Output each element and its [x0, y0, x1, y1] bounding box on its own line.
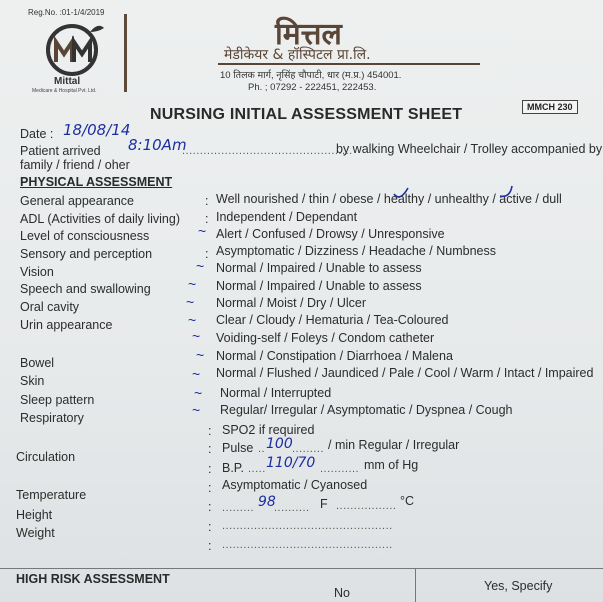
- colon: :: [208, 424, 212, 438]
- urine-options[interactable]: Clear / Cloudy / Hematuria / Tea-Coloured: [216, 313, 449, 327]
- checkmark-icon: ~: [196, 347, 205, 363]
- row-label: Bowel: [20, 356, 55, 370]
- colon: :: [205, 247, 209, 261]
- column-no: No: [334, 586, 350, 600]
- column-yes-specify: Yes, Specify: [484, 579, 553, 593]
- weight-label: Weight: [16, 526, 55, 540]
- speech-options[interactable]: Normal / Impaired / Unable to assess: [216, 279, 422, 293]
- row-label: ADL (Activities of daily living): [20, 212, 181, 226]
- consciousness-options[interactable]: Alert / Confused / Drowsy / Unresponsive: [216, 227, 445, 241]
- adl-options[interactable]: Independent / Dependant: [216, 210, 358, 224]
- pen-marks-icon: [380, 180, 600, 210]
- height-dots[interactable]: ................................................: [222, 520, 393, 532]
- checkmark-icon: ~: [188, 276, 197, 292]
- logo-subtitle: Medicare & Hospital Pvt. Ltd.: [32, 88, 97, 94]
- arrival-mode-options[interactable]: by walking Wheelchair / Trolley accompanied by: [336, 142, 603, 156]
- checkmark-icon: ~: [186, 294, 195, 310]
- checkmark-icon: ~: [194, 385, 203, 401]
- colon: :: [205, 212, 209, 226]
- patient-arrived-value[interactable]: 8:10Am: [128, 136, 187, 154]
- sensory-options[interactable]: Asymptomatic / Dizziness / Headache / Numbness: [216, 244, 496, 258]
- temperature-options[interactable]: Asymptomatic / Cyanosed: [222, 478, 368, 492]
- bp-dots: .....: [248, 463, 266, 475]
- colon: :: [208, 500, 212, 514]
- checkmark-icon: ~: [198, 223, 207, 239]
- high-risk-heading: HIGH RISK ASSESSMENT: [16, 572, 170, 586]
- header-rule: [218, 63, 480, 65]
- colon: :: [205, 194, 209, 208]
- spo2-label[interactable]: SPO2 if required: [222, 423, 315, 437]
- bowel-options[interactable]: Normal / Constipation / Diarrhoea / Malena: [216, 349, 453, 363]
- logo-name: Mittal: [54, 76, 81, 87]
- hospital-name-hindi: मित्तल: [275, 17, 342, 52]
- checkmark-icon: ~: [188, 312, 197, 328]
- checkmark-icon: ~: [196, 258, 205, 274]
- registration-number: Reg.No. :01-1/4/2019: [28, 8, 105, 17]
- row-label: Oral cavity: [20, 300, 80, 314]
- form-title: NURSING INITIAL ASSESSMENT SHEET: [150, 106, 463, 123]
- fahrenheit-unit: F: [320, 497, 328, 511]
- date-value[interactable]: 18/08/14: [63, 121, 131, 139]
- form-code: MMCH 230: [522, 100, 578, 114]
- row-label: Respiratory: [20, 411, 84, 425]
- temperature-label: Temperature: [16, 488, 87, 502]
- hospital-address: 10 तिलक मार्ग, नृसिंह चौपाटी, धार (म.प्र.) 454001.: [220, 70, 402, 81]
- row-label: Sensory and perception: [20, 247, 153, 261]
- bp-dots: ...........: [320, 463, 360, 475]
- temperature-value[interactable]: 98: [258, 494, 276, 510]
- colon: :: [208, 462, 212, 476]
- bp-label: B.P.: [222, 461, 245, 475]
- patient-arrived-label: Patient arrived: [20, 144, 101, 158]
- bp-unit: mm of Hg: [364, 458, 419, 472]
- celsius-unit: °C: [400, 494, 415, 508]
- temp-dots: .........: [222, 502, 255, 514]
- checkmark-icon: ~: [192, 402, 201, 418]
- arrival-dots: ................................................: [182, 145, 353, 157]
- table-column-line: [415, 568, 416, 602]
- colon: :: [208, 539, 212, 553]
- header-divider: [124, 14, 127, 92]
- temp-dots: ..........: [274, 502, 310, 514]
- circulation-label: Circulation: [16, 450, 76, 464]
- height-label: Height: [16, 508, 53, 522]
- row-label: Speech and swallowing: [20, 282, 151, 296]
- bp-value[interactable]: 110/70: [266, 455, 316, 471]
- colon: :: [208, 481, 212, 495]
- pulse-options[interactable]: / min Regular / Irregular: [328, 438, 460, 452]
- temp-dots: .................: [336, 500, 397, 512]
- row-label: Urin appearance: [20, 318, 113, 332]
- colon: :: [208, 520, 212, 534]
- oral-cavity-options[interactable]: Normal / Moist / Dry / Ulcer: [216, 296, 367, 310]
- vision-options[interactable]: Normal / Impaired / Unable to assess: [216, 261, 422, 275]
- row-label: Level of consciousness: [20, 229, 150, 243]
- accompanied-options[interactable]: family / friend / oher: [20, 158, 130, 172]
- pulse-dots: ..: [258, 443, 266, 455]
- row-label: General appearance: [20, 194, 134, 208]
- date-label: Date :: [20, 127, 54, 141]
- respiratory-options[interactable]: Regular/ Irregular / Asymptomatic / Dyspnea / Cough: [220, 403, 513, 417]
- pulse-value[interactable]: 100: [266, 436, 293, 452]
- sleep-options[interactable]: Normal / Interrupted: [220, 386, 332, 400]
- physical-assessment-heading: PHYSICAL ASSESSMENT: [20, 175, 173, 189]
- row-label: Sleep pattern: [20, 393, 95, 407]
- checkmark-icon: ~: [192, 328, 201, 344]
- hospital-subtitle-hindi: मेडीकेयर & हॉस्पिटल प्रा.लि.: [224, 47, 371, 63]
- skin-options[interactable]: Normal / Flushed / Jaundiced / Pale / Cool / Warm / Intact / Impaired: [216, 366, 594, 380]
- pulse-dots: .........: [292, 443, 325, 455]
- table-divider: [0, 568, 603, 569]
- voiding-options[interactable]: Voiding-self / Foleys / Condom catheter: [216, 331, 435, 345]
- row-label: Skin: [20, 374, 45, 388]
- general-appearance-options[interactable]: Well nourished / thin / obese / healthy / unhealthy / active / dull: [216, 192, 562, 206]
- checkmark-icon: ~: [192, 366, 201, 382]
- pulse-label: Pulse: [222, 441, 254, 455]
- weight-dots[interactable]: ................................................: [222, 539, 393, 551]
- row-label: Vision: [20, 265, 54, 279]
- hospital-phone: Ph. ; 07292 - 222451, 222453.: [248, 82, 377, 93]
- colon: :: [208, 442, 212, 456]
